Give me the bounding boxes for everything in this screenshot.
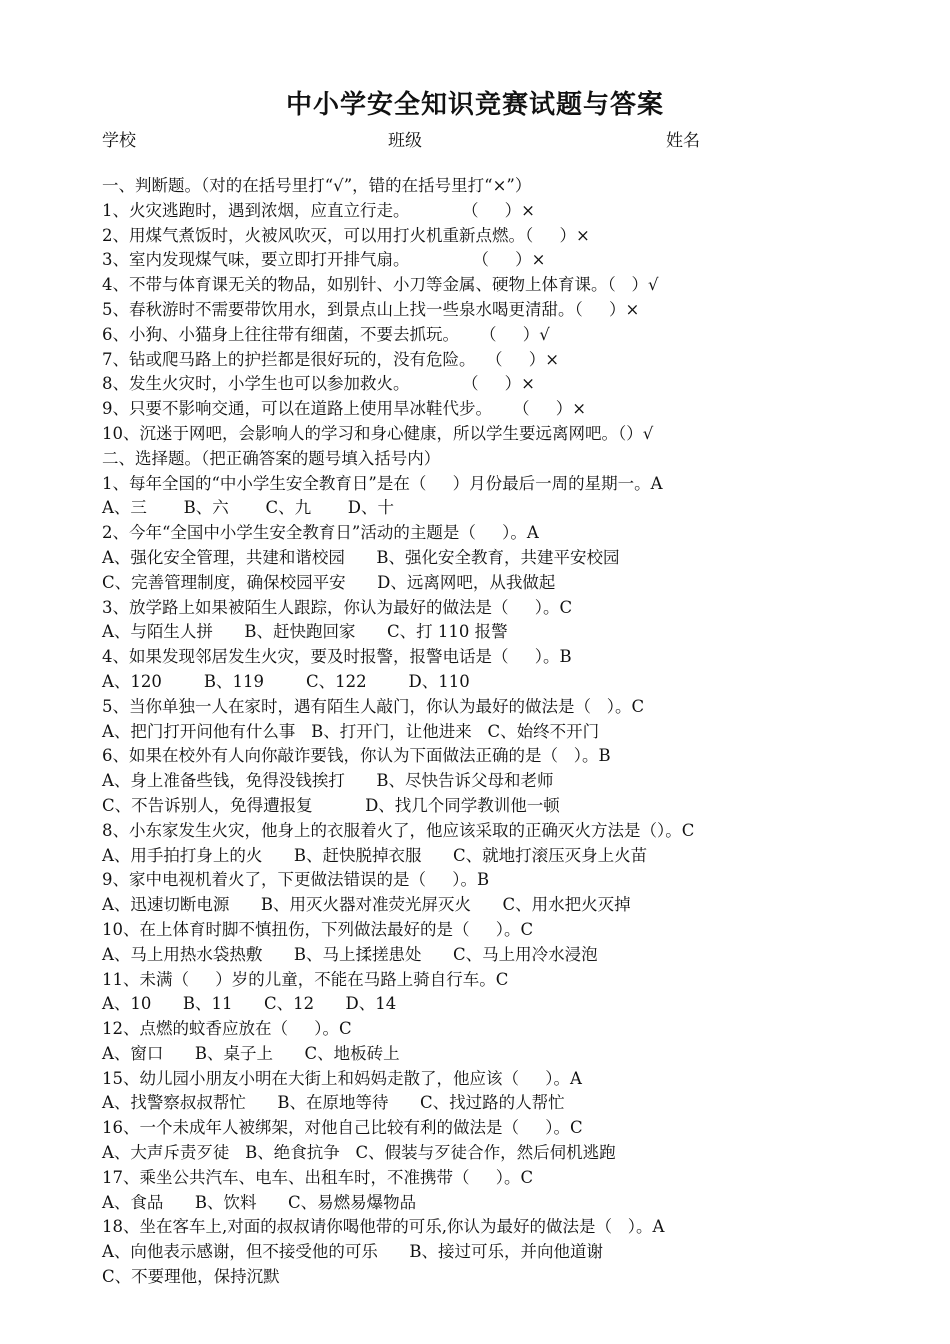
text-line: 5、当你单独一人在家时，遇有陌生人敲门，你认为最好的做法是（ ）。C: [102, 696, 645, 716]
text-line: 15、幼儿园小朋友小明在大街上和妈妈走散了，他应该（ ）。A: [102, 1068, 582, 1088]
name-label: 姓名: [666, 131, 700, 151]
text-line: A、向他表示感谢，但不接受他的可乐 B、接过可乐，并向他道谢: [102, 1242, 604, 1262]
text-line: A、身上准备些钱，免得没钱挨打 B、尽快告诉父母和老师: [102, 771, 554, 791]
text-line: 11、未满（ ）岁的儿童，不能在马路上骑自行车。C: [102, 969, 509, 989]
text-line: 18、坐在客车上,对面的叔叔请你喝他带的可乐,你认为最好的做法是（ ）。A: [102, 1217, 665, 1237]
text-line: 1、火灾逃跑时，遇到浓烟，应直立行走。 （ ）×: [102, 200, 535, 220]
text-line: A、强化安全管理，共建和谐校园 B、强化安全教育，共建平安校园: [102, 547, 620, 567]
text-line: 8、小东家发生火灾，他身上的衣服着火了，他应该采取的正确灭火方法是（）。C: [102, 820, 695, 840]
text-line: A、大声斥责歹徒 B、绝食抗争 C、假装与歹徒合作，然后伺机逃跑: [102, 1143, 616, 1163]
text-line: A、用手拍打身上的火 B、赶快脱掉衣服 C、就地打滚压灭身上火苗: [102, 845, 648, 865]
text-line: 二、选择题。（把正确答案的题号填入括号内）: [102, 448, 441, 468]
text-line: 4、如果发现邻居发生火灾，要及时报警，报警电话是（ ）。B: [102, 647, 572, 667]
text-line: 5、春秋游时不需要带饮用水，到景点山上找一些泉水喝更清甜。（ ）×: [102, 299, 640, 319]
text-line: 10、沉迷于网吧，会影响人的学习和身心健康，所以学生要远离网吧。（）√: [102, 423, 654, 443]
text-line: 3、室内发现煤气味，要立即打开排气扇。 （ ）×: [102, 250, 546, 270]
text-line: A、三 B、六 C、九 D、十: [102, 498, 395, 518]
text-line: 2、今年“全国中小学生安全教育日”活动的主题是（ ）。A: [102, 523, 539, 543]
text-line: 8、发生火灾时，小学生也可以参加救火。 （ ）×: [102, 374, 535, 394]
text-line: A、迅速切断电源 B、用灭火器对准荧光屏灭火 C、用水把火灭掉: [102, 895, 631, 915]
text-line: A、食品 B、饮料 C、易燃易爆物品: [102, 1192, 417, 1212]
text-line: 7、钻或爬马路上的护拦都是很好玩的，没有危险。 （ ）×: [102, 349, 560, 369]
text-line: 9、只要不影响交通，可以在道路上使用旱冰鞋代步。 （ ）×: [102, 399, 587, 419]
text-line: 6、如果在校外有人向你敲诈要钱，你认为下面做法正确的是（ ）。B: [102, 746, 611, 766]
text-line: 2、用煤气煮饭时，火被风吹灭，可以用打火机重新点燃。（ ）×: [102, 225, 590, 245]
text-line: 一、判断题。（对的在括号里打“√”，错的在括号里打“×”）: [102, 176, 532, 195]
text-line: A、窗口 B、桌子上 C、地板砖上: [102, 1043, 400, 1063]
text-line: C、完善管理制度，确保校园平安 D、远离网吧，从我做起: [102, 572, 556, 592]
text-line: A、找警察叔叔帮忙 B、在原地等待 C、找过路的人帮忙: [102, 1093, 565, 1113]
text-line: 10、在上体育时脚不慎扭伤，下列做法最好的是（ ）。C: [102, 919, 534, 939]
text-line: A、与陌生人拼 B、赶快跑回家 C、打 110 报警: [102, 622, 508, 642]
text-line: 12、点燃的蚊香应放在（ ）。C: [102, 1019, 352, 1039]
text-line: 3、放学路上如果被陌生人跟踪，你认为最好的做法是（ ）。C: [102, 597, 573, 617]
text-line: C、不要理他，保持沉默: [102, 1267, 280, 1287]
text-line: 16、一个未成年人被绑架，对他自己比较有利的做法是（ ）。C: [102, 1118, 583, 1138]
page-title: 中小学安全知识竞赛试题与答案: [285, 90, 664, 120]
text-line: 4、不带与体育课无关的物品，如别针、小刀等金属、硬物上体育课。（ ）√: [102, 275, 659, 295]
text-line: 1、每年全国的“中小学生安全教育日”是在（ ）月份最后一周的星期一。A: [102, 473, 663, 493]
text-line: C、不告诉别人，免得遭报复 D、找几个同学教训他一顿: [102, 795, 560, 815]
text-line: 6、小狗、小猫身上往往带有细菌，不要去抓玩。 （ ）√: [102, 324, 550, 344]
text-line: A、马上用热水袋热敷 B、马上揉搓患处 C、马上用冷水浸泡: [102, 944, 598, 964]
text-line: A、120 B、119 C、122 D、110: [102, 671, 470, 691]
question-list: [102, 174, 932, 1290]
text-line: A、10 B、11 C、12 D、14: [102, 994, 397, 1014]
text-line: A、把门打开问他有什么事 B、打开门，让他进来 C、始终不开门: [102, 721, 600, 741]
class-label: 班级: [388, 131, 422, 151]
text-line: 17、乘坐公共汽车、电车、出租车时，不准携带（ ）。C: [102, 1167, 534, 1187]
text-line: 9、家中电视机着火了，下更做法错误的是（ ）。B: [102, 870, 490, 890]
school-label: 学校: [102, 131, 136, 151]
